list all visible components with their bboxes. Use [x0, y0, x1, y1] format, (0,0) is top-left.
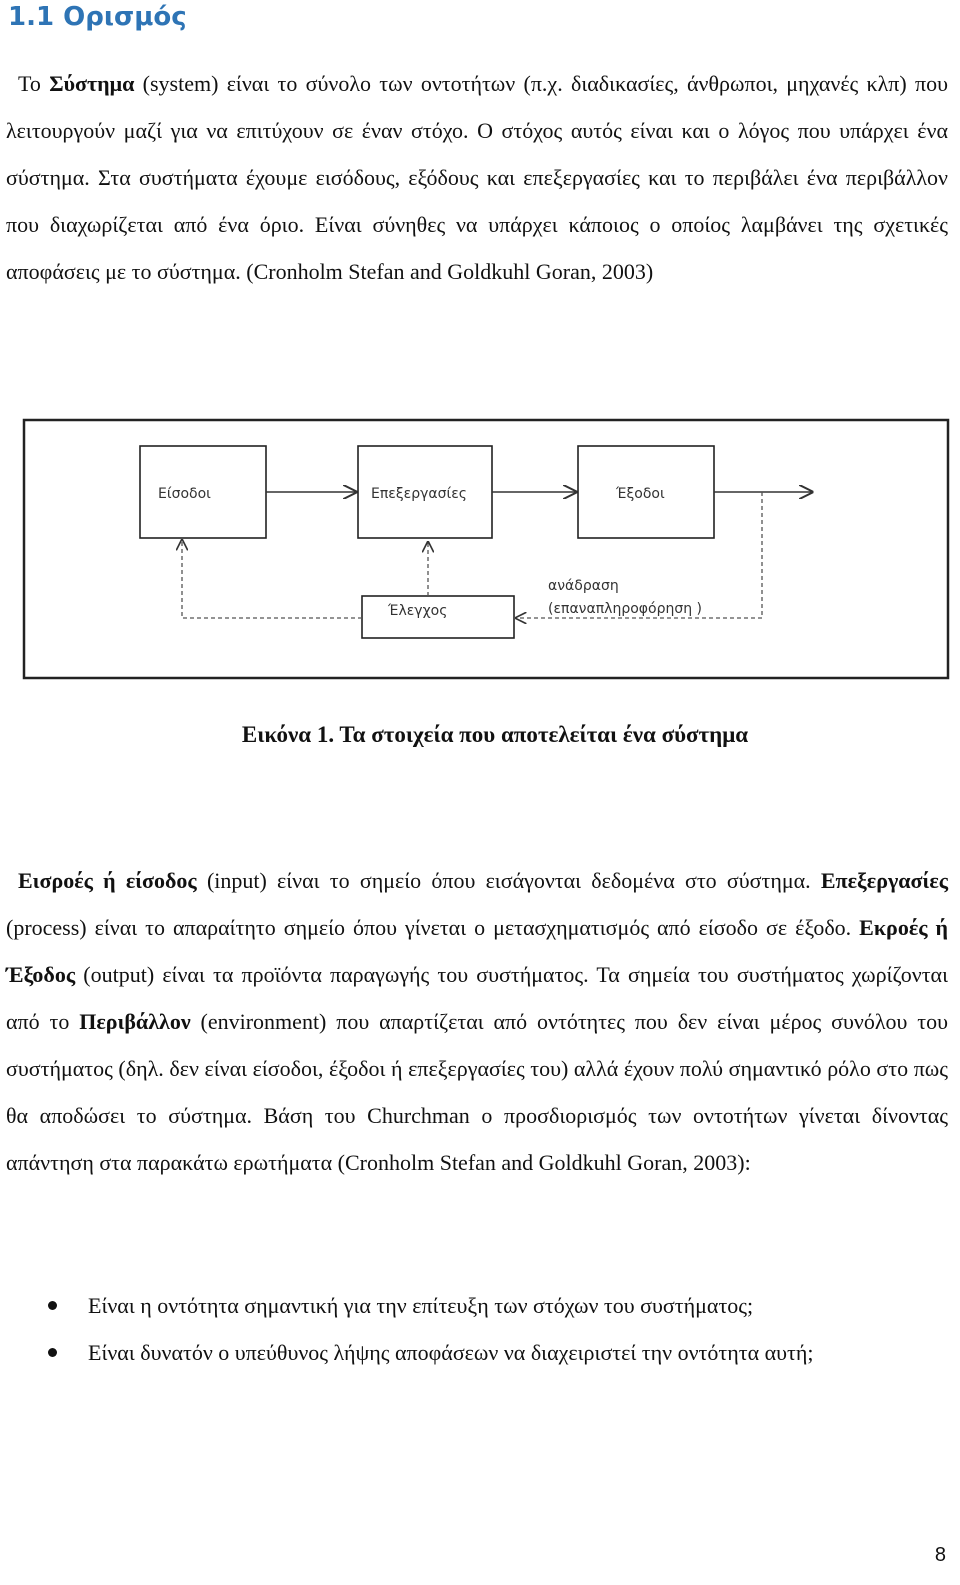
process-term: Επεξεργασίες [820, 868, 949, 893]
processes-label: Επεξεργασίες [371, 486, 468, 502]
list-item-text: Είναι η οντότητα σημαντική για την επίτευξη των στόχων του συστήματος; [88, 1293, 754, 1318]
questions-list [6, 1282, 948, 1376]
environment-term: Περιβάλλον [79, 1009, 191, 1034]
inputs-text: (input) είναι το σημείο όπου εισάγονται δεδομένα στο σύστημα. [206, 868, 811, 893]
feedback-label-2: (επαναπληροφόρηση ) [548, 601, 702, 617]
system-term: Σύστημα [49, 71, 135, 96]
intro-paragraph [6, 60, 948, 295]
outputs-label: Έξοδοι [616, 486, 665, 502]
control-to-inputs-line [182, 540, 362, 618]
section-heading: 1.1 Ορισμός [8, 2, 187, 32]
intro-prefix: Το [18, 71, 41, 96]
bullet-icon [48, 1301, 57, 1310]
definitions-paragraph [6, 857, 948, 1186]
outputs-term: Εκροές ή Έξοδος [6, 915, 948, 987]
list-item-text: Είναι δυνατόν ο υπεύθυνος λήψης αποφάσεων να διαχειριστεί την οντότητα αυτή; [88, 1340, 814, 1365]
bullet-icon [48, 1348, 57, 1357]
control-label: Έλεγχος [388, 603, 448, 619]
list-item [6, 1282, 948, 1329]
environment-text: (environment) που απαρτίζεται από οντότητες που δεν είναι μέρος συνόλου του συστήματος (δηλ. δεν είναι είσοδοι, έξοδοι ή επεξεργασίες του) αλλά έχουν πολύ σημαντικό ρόλο στο πως θα αποδώσει το σύστημα. Βάση του Churchman ο προσδιορισμός των οντοτήτων γίνεται δίνοντας απάντηση στα παρακάτω ερωτήματα (Cronholm Stefan and Goldkuhl Goran, 2003): [6, 1009, 948, 1175]
process-text: (process) είναι το απαραίτητο σημείο όπου γίνεται ο μετασχηματισμός από είσοδο σε έξοδο. [6, 915, 852, 940]
feedback-label: ανάδραση [548, 578, 619, 594]
inputs-label: Είσοδοι [158, 486, 211, 502]
inputs-term: Εισροές ή είσοδος [18, 868, 197, 893]
page-number: 8 [934, 1544, 946, 1566]
system-diagram [22, 418, 950, 680]
figure-caption: Εικόνα 1. Τα στοιχεία που αποτελείται ένα σύστημα [241, 722, 749, 747]
intro-text: (system) είναι το σύνολο των οντοτήτων (π.χ. διαδικασίες, άνθρωποι, μηχανές κλπ) που λειτουργούν μαζί για να επιτύχουν σε έναν στόχο. Ο στόχος αυτός είναι και ο λόγος που υπάρχει ένα σύστημα. Στα συστήματα έχουμε εισόδους, εξόδους και επεξεργασίες και το περιβάλει ένα περιβάλλον που διαχωρίζεται από ένα όριο. Είναι σύνηθες να υπάρχει κάποιος ο οποίος λαμβάνει της σχετικές αποφάσεις με το σύστημα. (Cronholm Stefan and Goldkuhl Goran, 2003) [6, 71, 949, 284]
outputs-text: (output) είναι τα προϊόντα παραγωγής του συστήματος. Τα σημεία του συστήματος χωρίζονται από το [6, 962, 949, 1034]
list-item [6, 1329, 948, 1376]
